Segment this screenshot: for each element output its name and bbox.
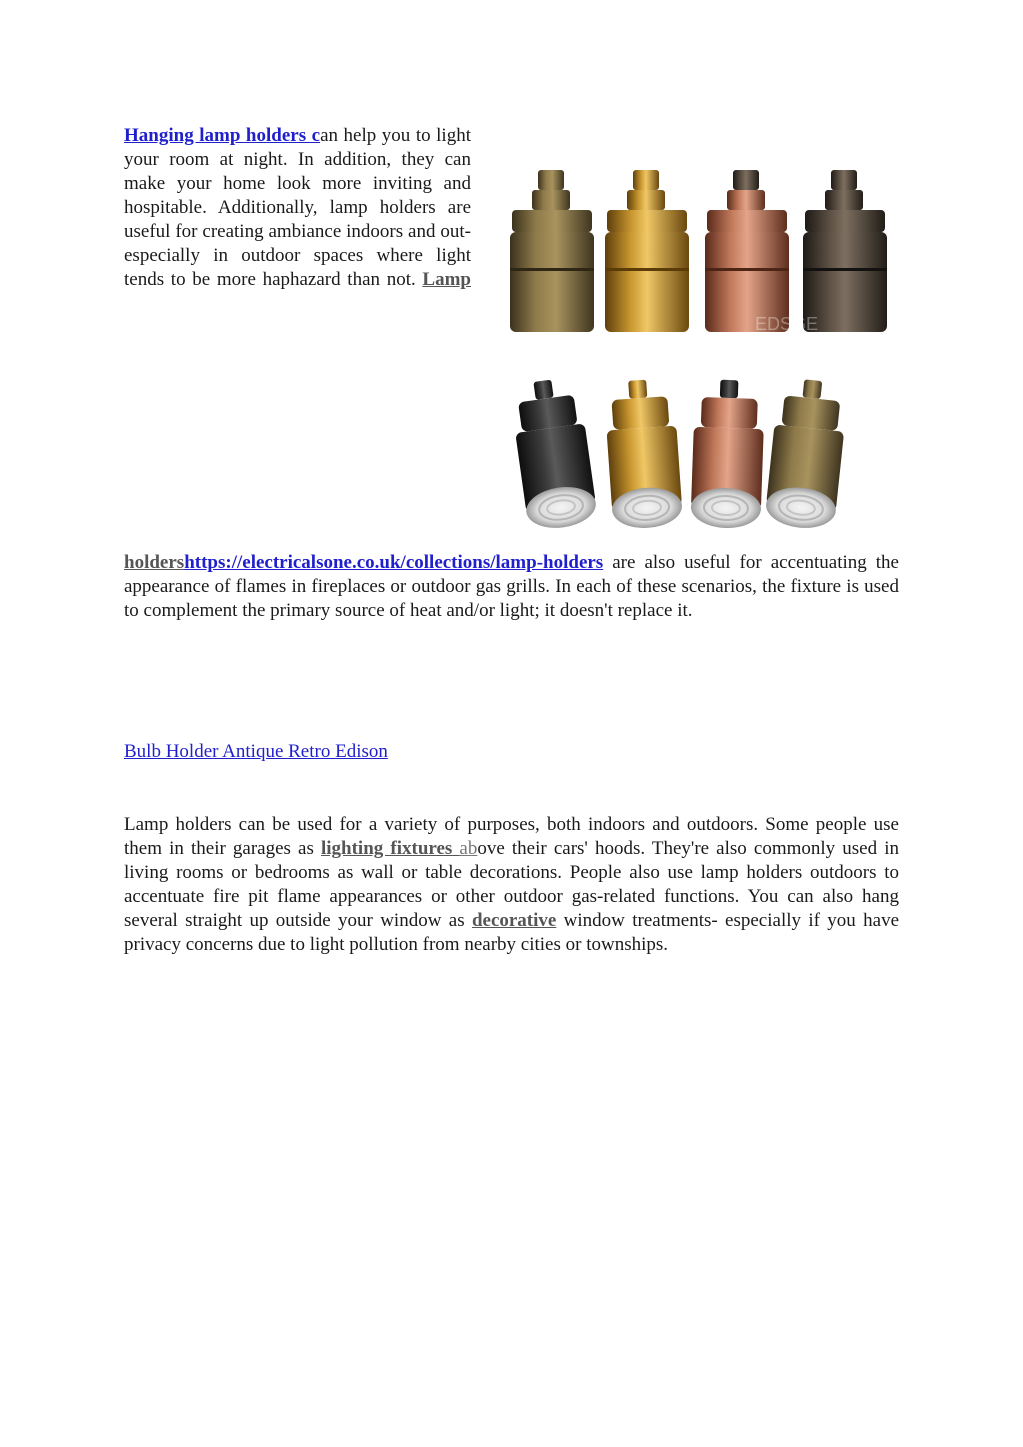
- uses-text-after: window treatments- especially if you have privacy concerns due to light pollution from nearby cities or townships.: [124, 910, 899, 955]
- uses-paragraph: [124, 813, 899, 957]
- bulb-holder-link[interactable]: Bulb Holder Antique Retro Edison: [124, 741, 388, 762]
- uses-text-before: Lamp holders can be used for a variety of purposes, both indoors and outdoors. Some people use them in their garages as: [124, 814, 899, 859]
- holders-paragraph: [124, 551, 899, 623]
- lamp-link[interactable]: Lamp: [422, 269, 471, 290]
- uses-text-middle: ove their cars' hoods. They're also commonly used in living rooms or bedrooms as wall or table decorations. People also use lamp holders outdoors to accentuate fire pit flame appearances or other outdoor gas-related functions. You can also hang several straight up outside your window as: [124, 838, 899, 931]
- hanging-lamp-holders-link[interactable]: Hanging lamp holders c: [124, 125, 321, 146]
- holders-paragraph-text: are also useful for accentuating the appearance of flames in fireplaces or outdoor gas grills. In each of these scenarios, the fixture is used to complement the primary source of heat and/or light; it doesn't replace it.: [124, 552, 899, 621]
- watermark-text: EDSGE: [755, 314, 819, 334]
- holders-link[interactable]: holders: [124, 552, 185, 573]
- ab-link[interactable]: ab: [459, 838, 478, 859]
- bulb-holder-paragraph: [124, 740, 899, 764]
- top-row-holders: [510, 170, 887, 334]
- bottom-row-holders: [509, 376, 850, 532]
- lighting-fixtures-link[interactable]: lighting fixtures: [320, 838, 460, 859]
- lamp-holders-photo: [505, 150, 900, 540]
- electricalsone-url-link[interactable]: https://electricalsone.co.uk/collections/lamp-holders: [184, 552, 604, 573]
- decorative-link[interactable]: decorative: [471, 910, 557, 931]
- intro-paragraph: [124, 124, 471, 292]
- intro-text: an help you to light your room at night. In addition, they can make your home look more inviting and hospitable. Additionally, lamp holders are useful for creating ambiance indoors and out- especially in outdoor spaces where light tends to be more haphazard than not.: [124, 125, 471, 290]
